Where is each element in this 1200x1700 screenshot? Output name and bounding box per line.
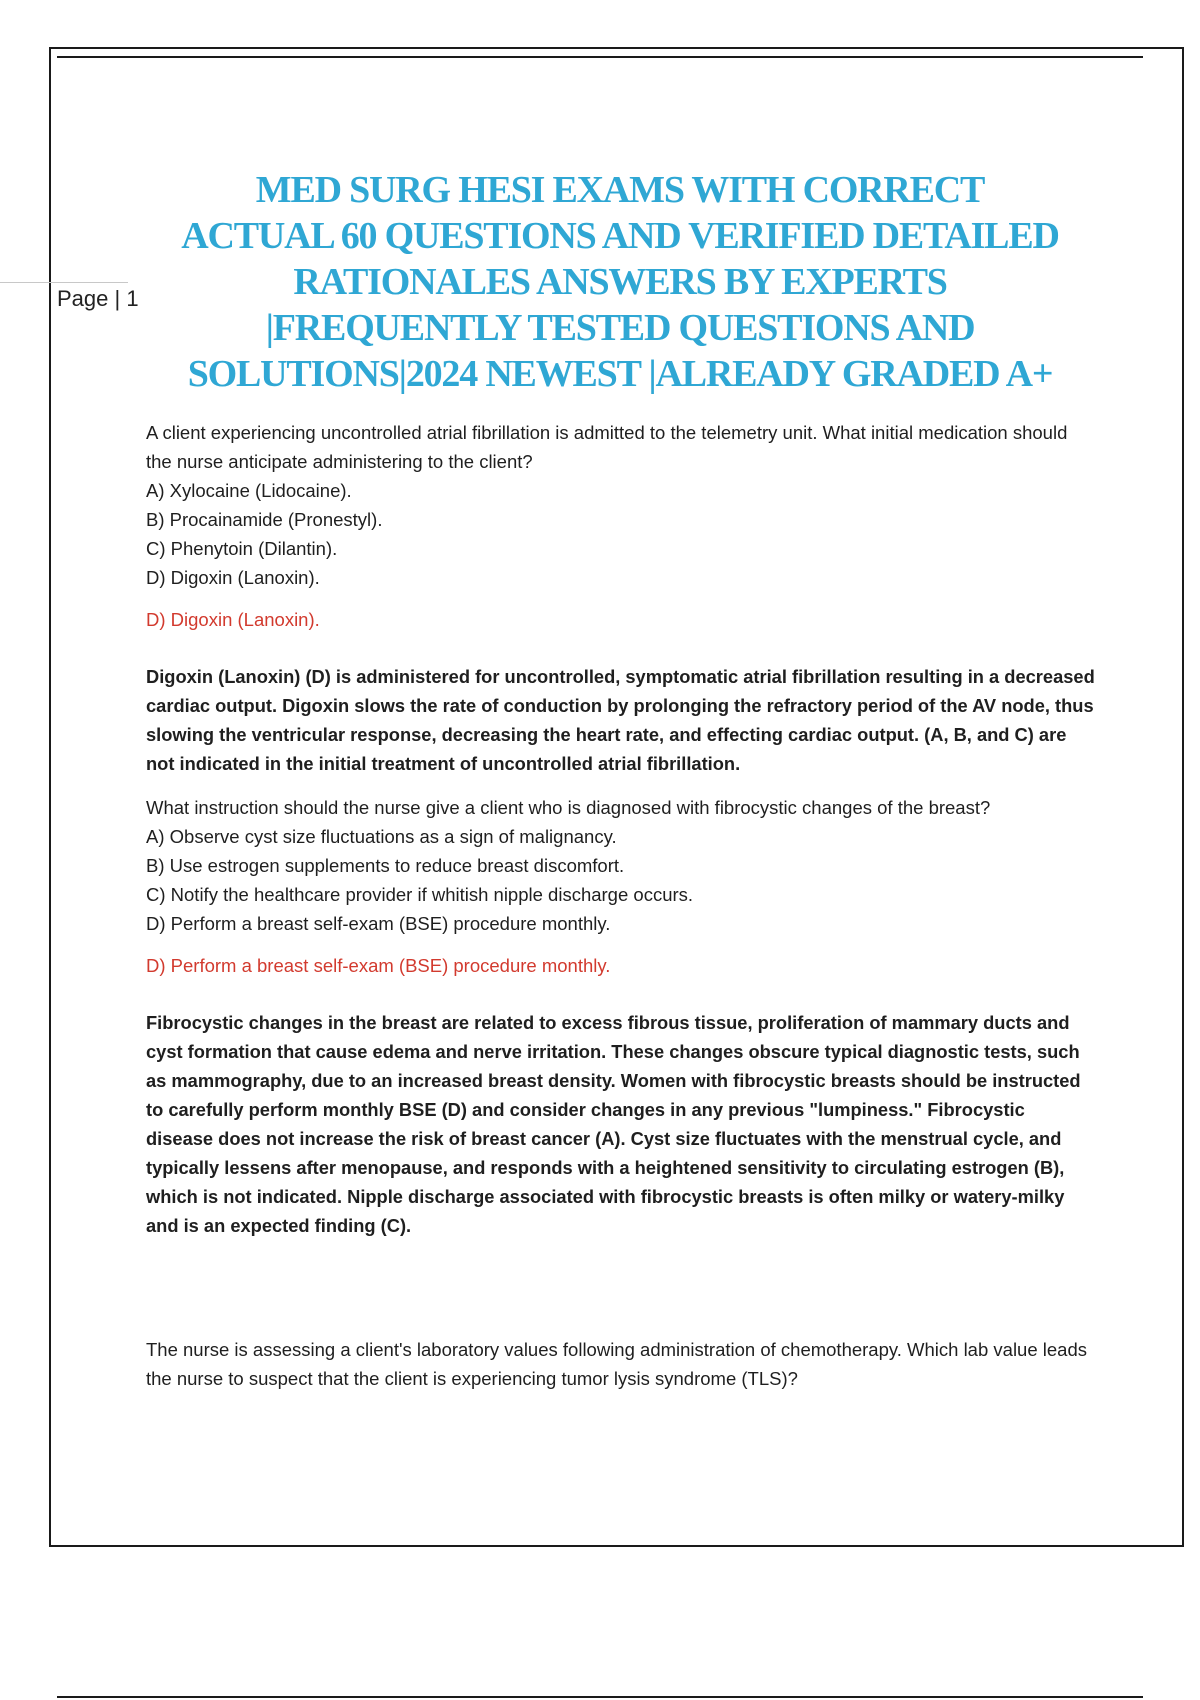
- top-rule: [57, 56, 1143, 58]
- option-b: B) Procainamide (Pronestyl).: [146, 509, 383, 530]
- question-block-3: [146, 1335, 1096, 1393]
- question-stem: What instruction should the nurse give a client who is diagnosed with fibrocystic changes of the breast?: [146, 797, 991, 818]
- bottom-rule: [57, 1696, 1143, 1698]
- title-line-5: SOLUTIONS|2024 NEWEST |ALREADY GRADED A+: [187, 353, 1053, 396]
- question-stem: The nurse is assessing a client's laboratory values following administration of chemotherapy. Which lab value leads the nurse to suspect that the client is experiencing tumor lysis syndrome (TLS)?: [146, 1339, 1087, 1389]
- correct-answer: D) Perform a breast self-exam (BSE) procedure monthly.: [146, 955, 611, 976]
- question-block-2: [146, 793, 1096, 1240]
- title-line-2: ACTUAL 60 QUESTIONS AND VERIFIED DETAILED: [181, 215, 1059, 258]
- rationale: Fibrocystic changes in the breast are related to excess fibrous tissue, proliferation of mammary ducts and cyst formation that cause edema and nerve irritation. These changes obscure typical diagnostic tests, such as mammography, due to an increased breast density. Women with fibrocystic breasts should be instructed to carefully perform monthly BSE (D) and consider changes in any previous "lumpiness." Fibrocystic disease does not increase the risk of breast cancer (A). Cyst size fluctuates with the menstrual cycle, and typically lessens after menopause, and responds with a heightened sensitivity to circulating estrogen (B), which is not indicated. Nipple discharge associated with fibrocystic breasts is often milky or watery-milky and is an expected finding (C).: [146, 1012, 1081, 1236]
- option-a: A) Observe cyst size fluctuations as a sign of malignancy.: [146, 826, 617, 847]
- rationale: Digoxin (Lanoxin) (D) is administered for uncontrolled, symptomatic atrial fibrillation resulting in a decreased cardiac output. Digoxin slows the rate of conduction by prolonging the refractory period of the AV node, thus slowing the ventricular response, decreasing the heart rate, and effecting cardiac output. (A, B, and C) are not indicated in the initial treatment of uncontrolled atrial fibrillation.: [146, 666, 1095, 774]
- option-d: D) Perform a breast self-exam (BSE) procedure monthly.: [146, 913, 611, 934]
- option-d: D) Digoxin (Lanoxin).: [146, 567, 320, 588]
- option-c: C) Phenytoin (Dilantin).: [146, 538, 338, 559]
- document-title: [130, 167, 1110, 397]
- question-stem: A client experiencing uncontrolled atrial fibrillation is admitted to the telemetry unit. What initial medication should the nurse anticipate administering to the client?: [146, 422, 1068, 472]
- correct-answer: D) Digoxin (Lanoxin).: [146, 609, 320, 630]
- title-line-1: MED SURG HESI EXAMS WITH CORRECT: [255, 169, 985, 212]
- page-number: Page | 1: [57, 286, 139, 311]
- title-line-3: RATIONALES ANSWERS BY EXPERTS: [293, 261, 947, 304]
- option-c: C) Notify the healthcare provider if whitish nipple discharge occurs.: [146, 884, 694, 905]
- option-b: B) Use estrogen supplements to reduce breast discomfort.: [146, 855, 625, 876]
- document-body: [146, 418, 1096, 1393]
- page-number-divider: [0, 282, 128, 283]
- title-line-4: |FREQUENTLY TESTED QUESTIONS AND: [265, 307, 975, 350]
- question-block-1: [146, 418, 1096, 778]
- option-a: A) Xylocaine (Lidocaine).: [146, 480, 352, 501]
